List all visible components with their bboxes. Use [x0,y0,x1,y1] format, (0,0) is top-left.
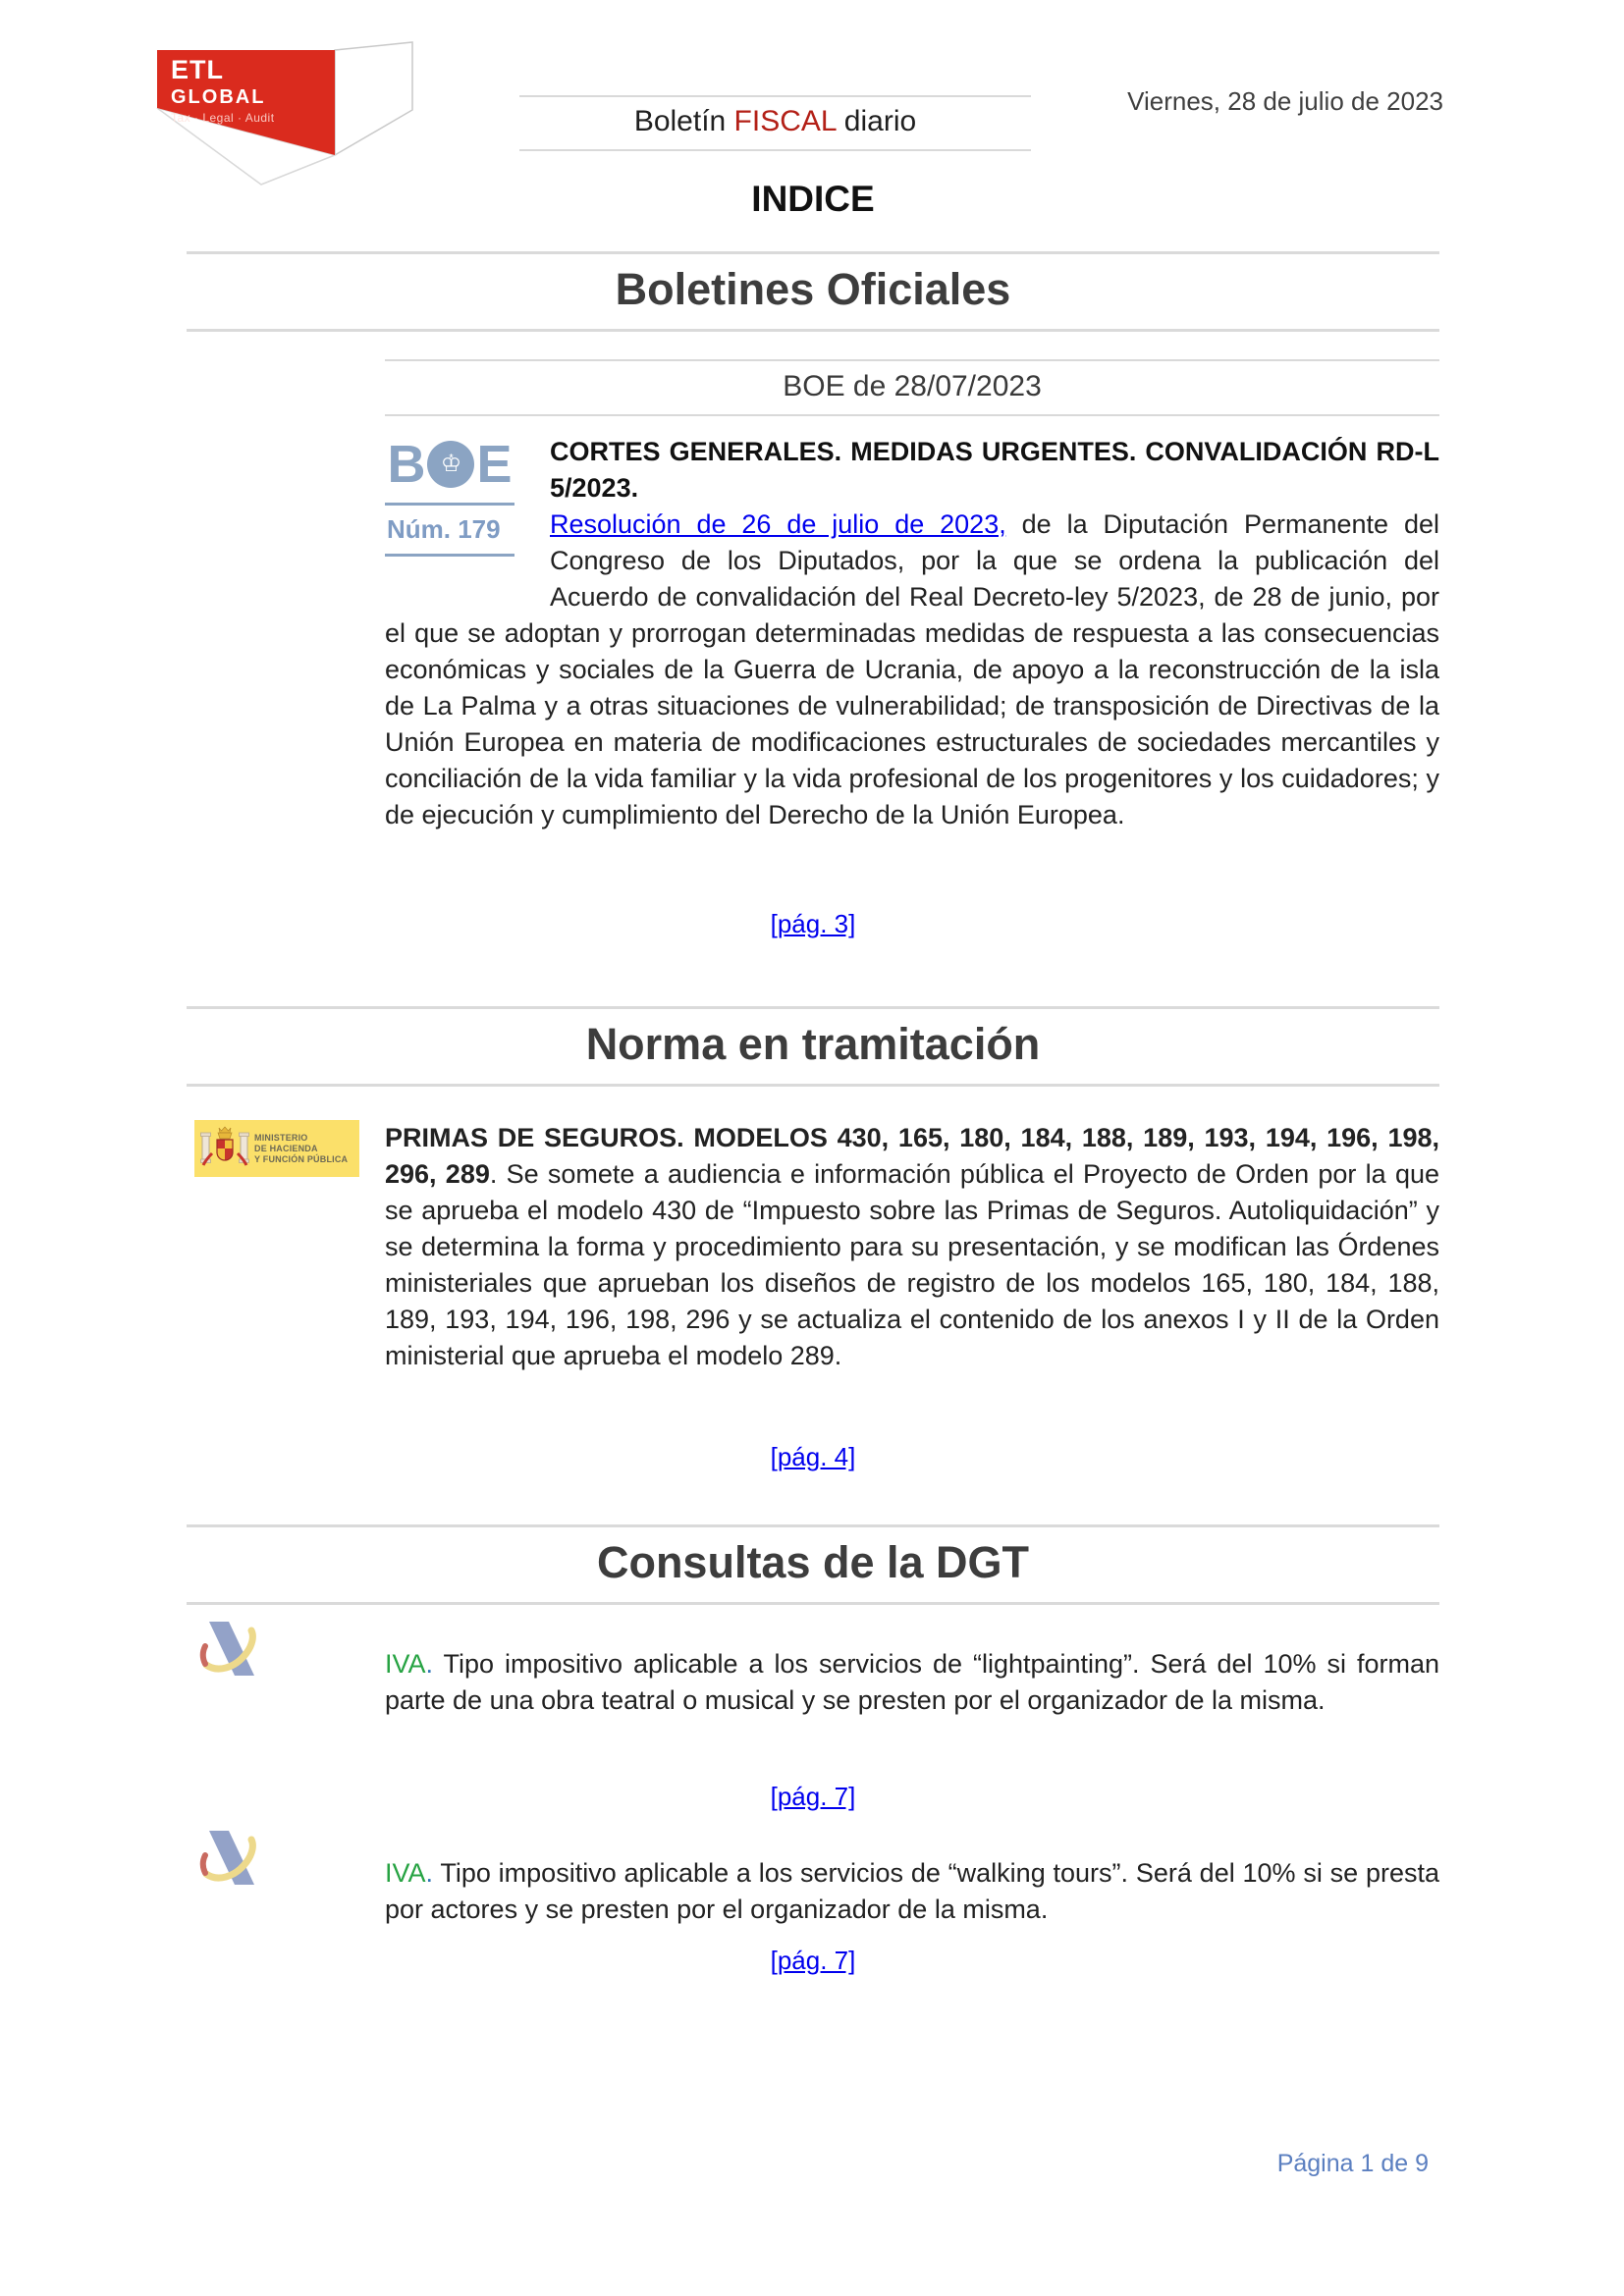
dgt-item-2-tag: IVA [385,1858,426,1889]
dgt-item-1-paragraph [385,1621,1439,1768]
dgt-item-1-sep: . [425,1649,444,1680]
etl-logo-line1: ETL [171,55,224,84]
dgt-item-2-paragraph [385,1830,1439,1940]
boe-item-body: de la Diputación Permanente del Congreso de los Diputados, por la que se ordena la publicación del Acuerdo de convalidación del Real Decreto-ley 5/2023, de 28 de junio, por el que se adoptan y prorrogan determinadas medidas de respuesta a las consecuencias económicas y sociales de la Guerra de Ucrania, de apoyo a la reconstrucción de la isla de La Palma y a otras situaciones de vulnerabilidad; de transposición de Directivas de la Unión Europea en materia de modificaciones estructurales de sociedades mercantiles y conciliación de la vida familiar y la vida profesional de los progenitores y los cuidadores; y de ejecución y cumplimiento del Derecho de la Unión Europea. [385,508,1439,829]
boe-news-item [385,434,1439,895]
etl-global-logo [155,35,420,197]
page-link-7a[interactable]: [pág. 7] [770,1782,856,1812]
dgt-item-1-icon-column [187,1621,385,1768]
page-link-3-wrap [187,909,1439,939]
boe-issue-number: Núm. 179 [387,513,501,544]
dgt-item-2-text: Tipo impositivo aplicable a los servicios de “walking tours”. Será del 10% si se presta por actores y se presten por el organizador de la misma. [385,1858,1440,1925]
page-link-4-wrap [187,1442,1439,1472]
boe-resolution-link[interactable]: Resolución de 26 de julio de 2023, [550,508,1006,539]
subsection-boe-date: BOE de 28/07/2023 [385,359,1439,416]
dgt-item-2-icon-column [187,1830,385,1940]
page-link-7b[interactable]: [pág. 7] [770,1946,856,1976]
norma-icon-column [187,1120,385,1426]
spain-coat-of-arms-icon [198,1124,251,1173]
etl-logo-text [171,57,275,124]
page-content [0,177,1624,1976]
dgt-item-1-text: Tipo impositivo aplicable a los servicios de “lightpainting”. Será del 10% si forman parte de una obra teatral o musical y se presten por el organizador de la misma. [385,1649,1440,1716]
footer-page-number: Página 1 de 9 [1276,2150,1429,2177]
norma-news-item [187,1120,1439,1426]
page-link-7a-wrap [187,1782,1439,1812]
norma-item-paragraph [385,1120,1439,1426]
page-link-7b-wrap [187,1946,1439,1976]
issue-date: Viernes, 28 de julio de 2023 [1127,86,1443,116]
boe-logo-letters [385,434,514,494]
boe-logo [385,434,514,557]
dgt-item-2 [187,1830,1439,1940]
page-link-4[interactable]: [pág. 4] [770,1442,856,1471]
ministerio-line3: Y FUNCIÓN PÚBLICA [254,1153,349,1164]
etl-logo-line3: Tax · Legal · Audit [171,111,275,125]
section-heading-norma-en-tramitacion: Norma en tramitación [187,1006,1439,1087]
header [0,0,1624,177]
ministerio-line1: MINISTERIO [254,1132,308,1143]
section-heading-boletines-oficiales: Boletines Oficiales [187,251,1439,332]
ministerio-logo-text [254,1133,348,1165]
boe-rule-bottom [385,554,514,557]
bulletin-title [519,95,1031,151]
boe-rule-top [385,503,514,506]
ministerio-line2: DE HACIENDA [254,1143,318,1153]
dgt-item-2-sep: . [425,1858,441,1889]
dgt-item-1 [187,1621,1439,1768]
bulletin-title-accent: FISCAL [733,105,837,137]
indice-title: INDICE [751,179,875,219]
aeat-logo-icon [199,1621,264,1678]
boe-letter-e: E [476,434,513,494]
dgt-item-1-tag: IVA [385,1649,426,1680]
boe-item-title: CORTES GENERALES. MEDIDAS URGENTES. CONVALIDACIÓN RD-L 5/2023. [550,436,1439,503]
boe-emblem-icon: ♔ [427,441,474,488]
section-heading-consultas-dgt: Consultas de la DGT [187,1524,1439,1605]
page-link-3[interactable]: [pág. 3] [770,908,856,938]
ministerio-hacienda-logo [194,1120,359,1177]
norma-item-lead: PRIMAS DE SEGUROS. MODELOS 430, 165, 180, 184, 188, 189, 193, 194, 196, 198, 296, 289 [385,1123,1439,1189]
boe-letter-b: B [387,434,426,494]
bulletin-title-post: diario [836,105,917,137]
bulletin-title-pre: Boletín [633,105,734,137]
etl-logo-line2: GLOBAL [171,86,266,108]
norma-item-body: . Se somete a audiencia e información pública el Proyecto de Orden por la que se aprueba el modelo 430 de “Impuesto sobre las Primas de Seguros. Autoliquidación” y se determina la forma y procedimiento para su presentación, y se modifican las Órdenes ministeriales que aprueban los diseños de registro de los modelos 165, 180, 184, 188, 189, 193, 194, 196, 198, 296 y se actualiza el contenido de los anexos I y II de la Orden ministerial que aprueba el modelo 289. [385,1159,1439,1370]
aeat-logo-icon [199,1830,264,1887]
boe-item-paragraph [385,507,1439,833]
